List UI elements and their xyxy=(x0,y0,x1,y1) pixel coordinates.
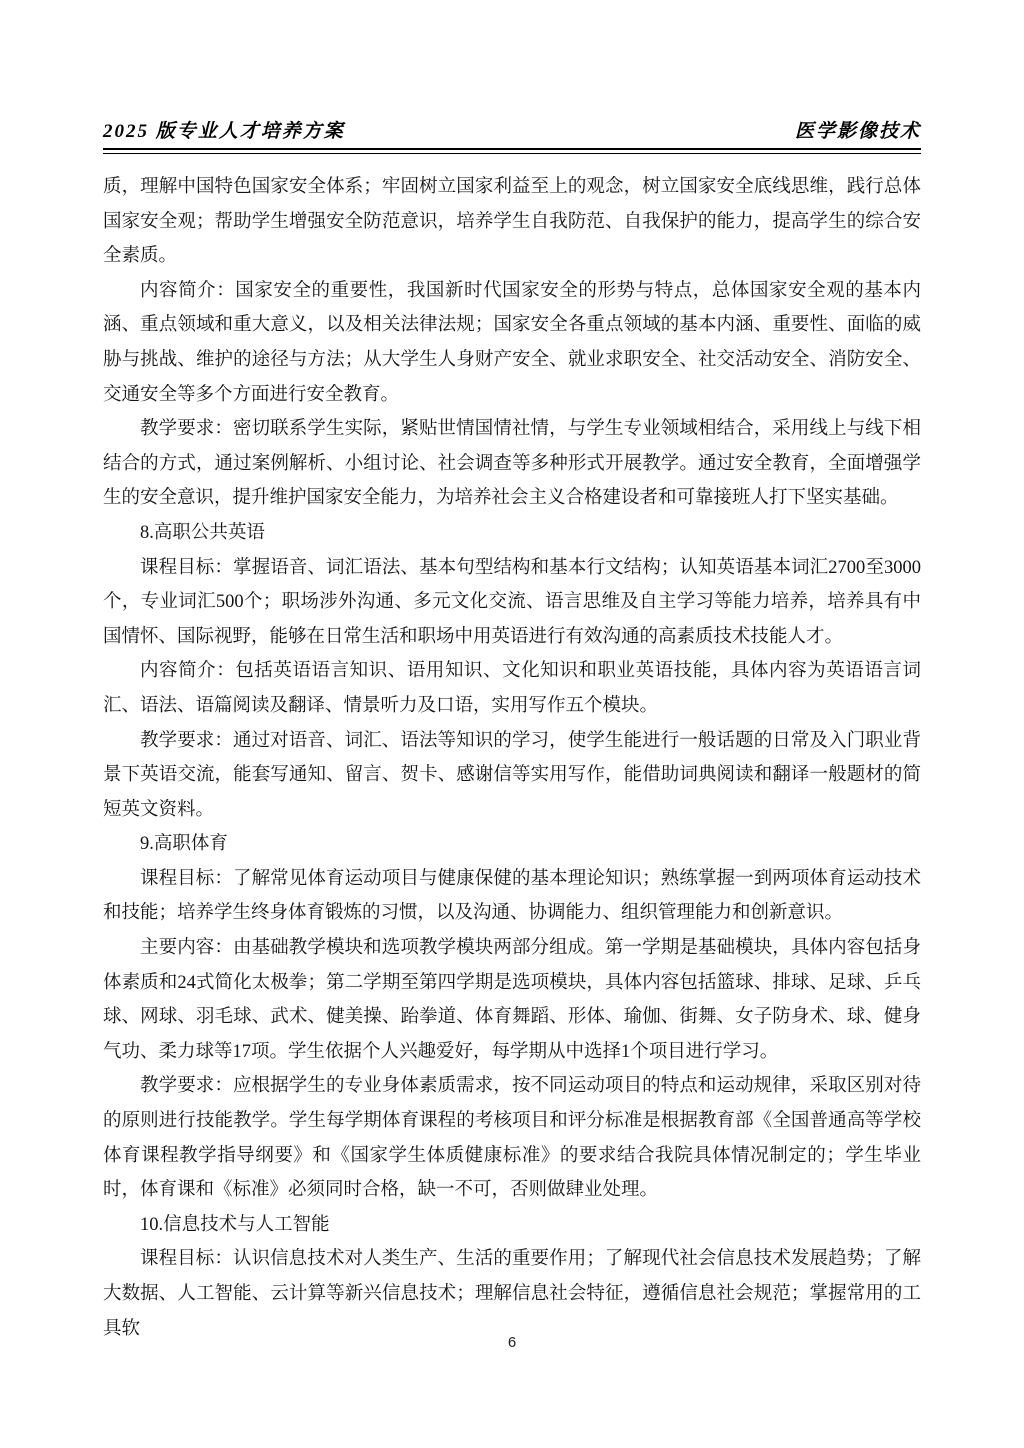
paragraph-main-content-pe: 主要内容：由基础教学模块和选项教学模块两部分组成。第一学期是基础模块，具体内容包括身体素质和24式简化太极拳；第二学期至第四学期是选项模块，具体内容包括篮球、排球、足球、乒乓球、网球、羽毛球、武术、健美操、跆拳道、体育舞蹈、形体、瑜伽、街舞、女子防身术、球、健身气功、柔力球等17项。学生依据个人兴趣爱好，每学期从中选择1个项目进行学习。 xyxy=(103,938,921,1062)
page-footer xyxy=(0,1334,1024,1351)
paragraph-course-goal-it-ai: 课程目标：认识信息技术对人类生产、生活的重要作用；了解现代社会信息技术发展趋势；了解大数据、人工智能、云计算等新兴信息技术；理解信息社会特征，遵循信息社会规范；掌握常用的工具软 xyxy=(103,1249,921,1339)
paragraph-teaching-req-english: 教学要求：通过对语音、词汇、语法等知识的学习，使学生能进行一般话题的日常及入门职业背景下英语交流，能套写通知、留言、贺卡、感谢信等实用写作，能借助词典阅读和翻译一般题材的简短英文资料。 xyxy=(103,730,921,820)
paragraph-course-goal-pe: 课程目标：了解常见体育运动项目与健康保健的基本理论知识；熟练掌握一到两项体育运动技术和技能；培养学生终身体育锻炼的习惯，以及沟通、协调能力、组织管理能力和创新意识。 xyxy=(103,868,921,924)
page-header xyxy=(103,120,921,154)
paragraph-teaching-req-security: 教学要求：密切联系学生实际，紧贴世情国情社情，与学生专业领域相结合，采用线上与线下相结合的方式，通过案例解析、小组讨论、社会调查等多种形式开展教学。通过安全教育，全面增强学生的安全意识，提升维护国家安全能力，为培养社会主义合格建设者和可靠接班人打下坚实基础。 xyxy=(103,419,921,509)
paragraph-course-goal-english: 课程目标：掌握语音、词汇语法、基本句型结构和基本行文结构；认知英语基本词汇2700至3000个，专业词汇500个；职场涉外沟通、多元文化交流、语言思维及自主学习等能力培养，培养具有中国情怀、国际视野，能够在日常生活和职场中用英语进行有效沟通的高素质技术技能人才。 xyxy=(103,557,921,647)
paragraph-teaching-req-pe: 教学要求：应根据学生的专业身体素质需求，按不同运动项目的特点和运动规律，采取区别对待的原则进行技能教学。学生每学期体育课程的考核项目和评分标准是根据教育部《全国普通高等学校体育课程教学指导纲要》和《国家学生体质健康标准》的要求结合我院具体情况制定的；学生毕业时，体育课和《标准》必须同时合格，缺一不可，否则做肆业处理。 xyxy=(103,1076,921,1201)
document-body xyxy=(103,170,921,1346)
heading-course-9-pe: 9.高职体育 xyxy=(140,834,228,855)
header-divider xyxy=(103,148,921,154)
paragraph-content-intro-security: 内容简介：国家安全的重要性，我国新时代国家安全的形势与特点，总体国家安全观的基本内涵、重点领域和重大意义，以及相关法律法规；国家安全各重点领域的基本内涵、重要性、面临的威胁与挑战、维护的途径与方法；从大学生人身财产安全、就业求职安全、社交活动安全、消防安全、交通安全等多个方面进行安全教育。 xyxy=(103,280,921,405)
heading-course-10-it-ai: 10.信息技术与人工智能 xyxy=(140,1214,330,1235)
header-left-title: 2025 版专业人才培养方案 xyxy=(103,121,345,142)
heading-course-8-english: 8.高职公共英语 xyxy=(140,522,265,543)
paragraph-continuation: 质，理解中国特色国家安全体系；牢固树立国家利益至上的观念，树立国家安全底线思维，践行总体国家安全观；帮助学生增强安全防范意识，培养学生自我防范、自我保护的能力，提高学生的综合安全素质。 xyxy=(103,177,921,267)
page-number: 6 xyxy=(507,1334,517,1351)
paragraph-content-intro-english: 内容简介：包括英语语言知识、语用知识、文化知识和职业英语技能，具体内容为英语语言词汇、语法、语篇阅读及翻译、情景听力及口语，实用写作五个模块。 xyxy=(103,661,921,716)
header-right-title: 医学影像技术 xyxy=(794,121,921,142)
